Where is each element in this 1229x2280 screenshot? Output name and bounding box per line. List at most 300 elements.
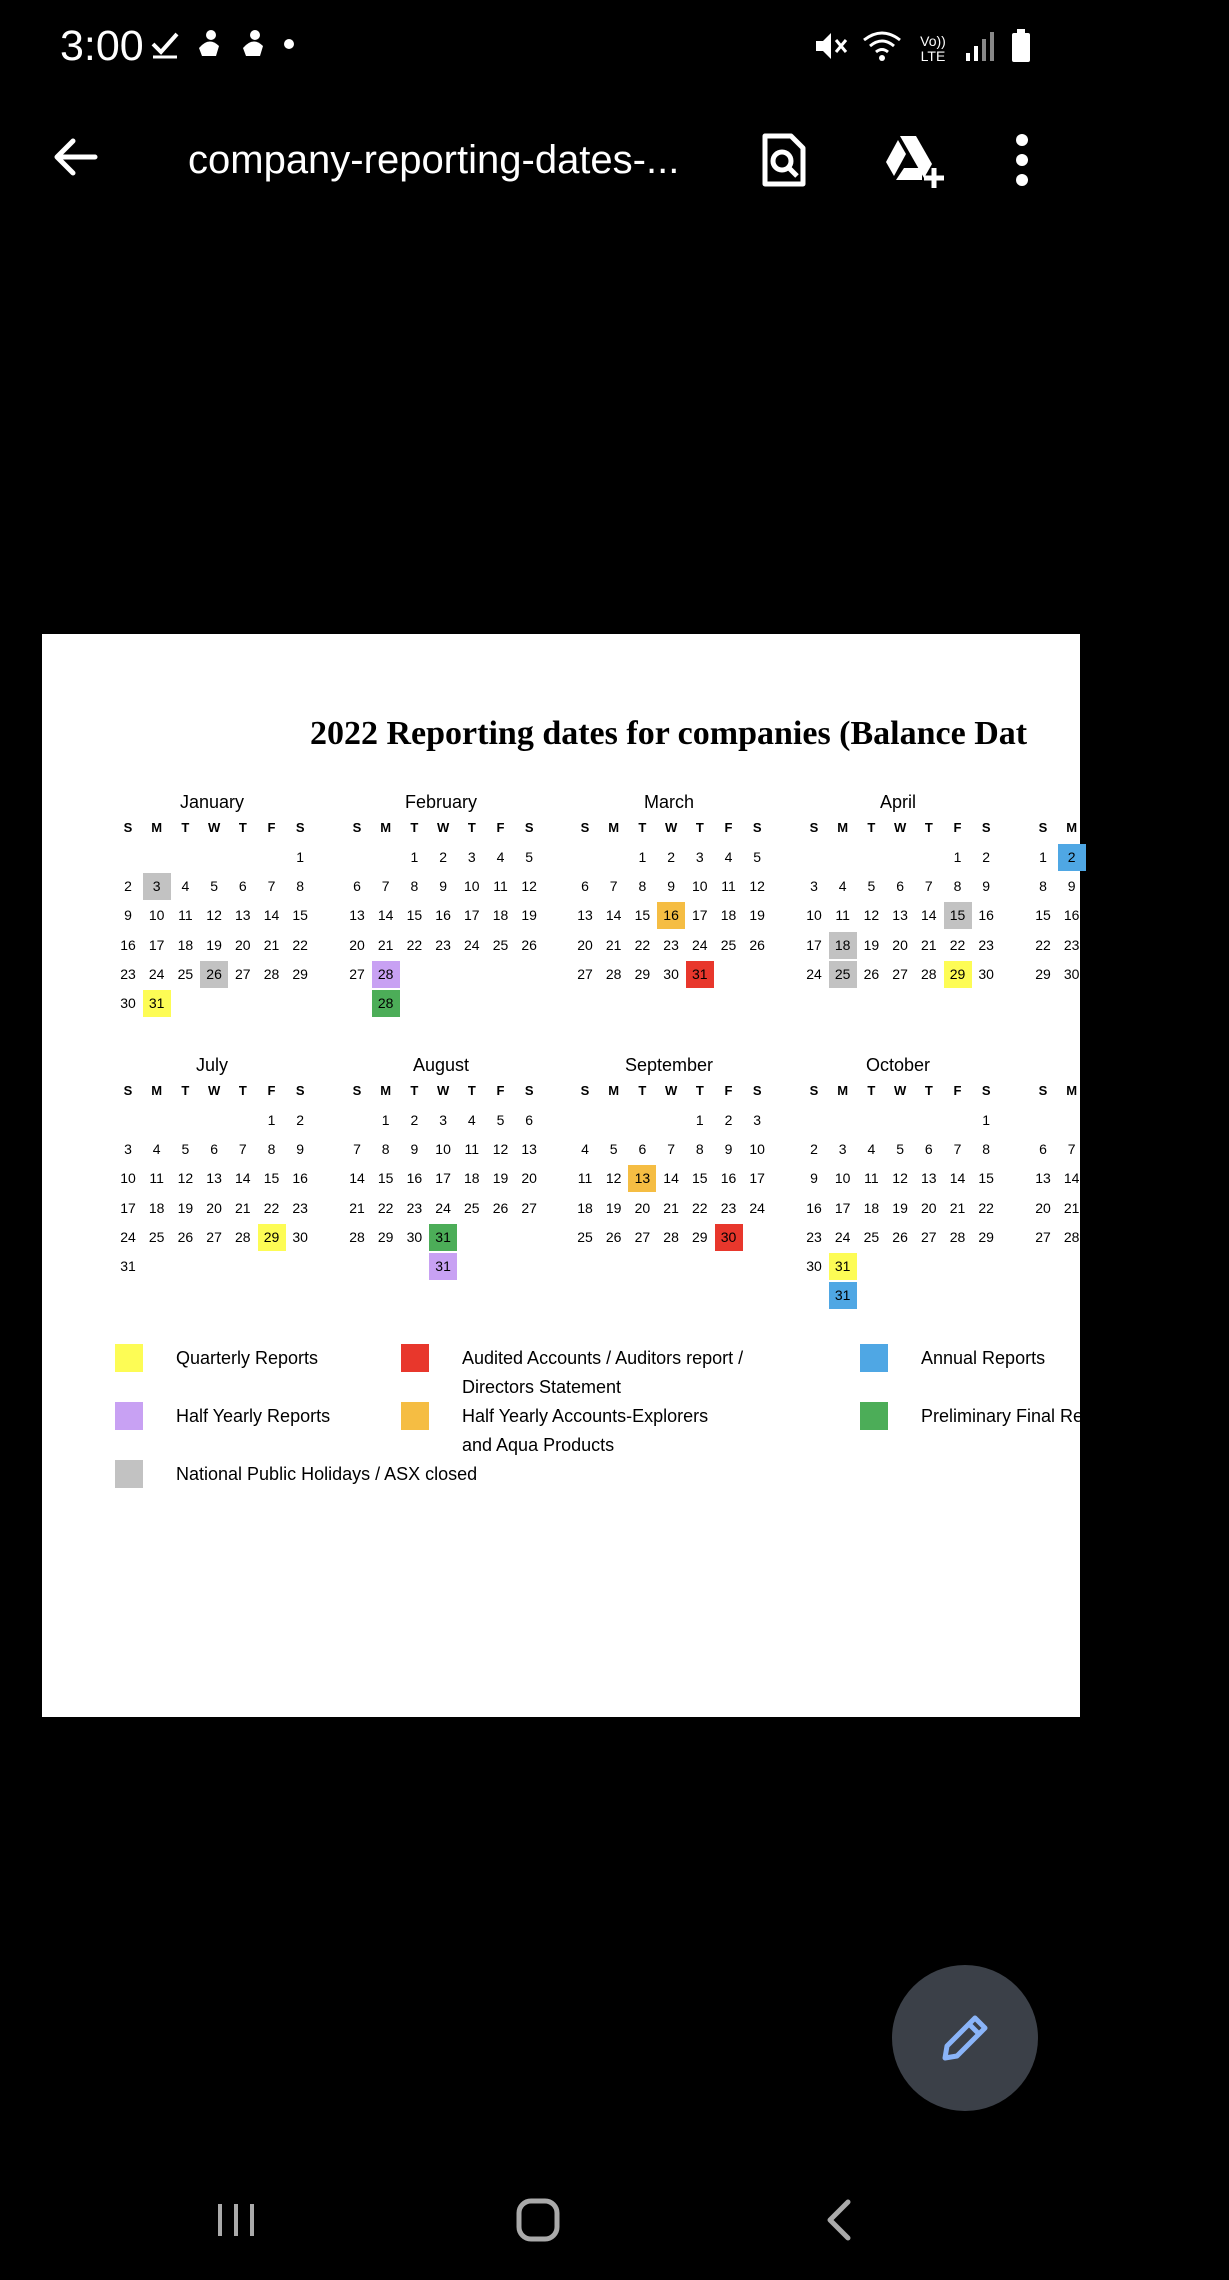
day-cell: 27 (521, 1199, 537, 1216)
weekday-header: T (410, 820, 419, 835)
day-cell: 12 (521, 878, 537, 895)
app-bar (0, 100, 1080, 230)
month-november (1029, 1055, 1225, 1325)
legend-label: Half Yearly Reports (176, 1406, 331, 1426)
status-left-icons (150, 28, 296, 65)
day-cell: 1 (982, 1112, 991, 1128)
day-cell: 1 (638, 849, 647, 865)
weekday-header: S (1210, 1083, 1220, 1098)
day-cell: 14 (921, 907, 937, 924)
month-name: July (195, 1055, 228, 1075)
day-cell: 22 (1035, 936, 1051, 953)
legend-label: Preliminary Final Re (921, 1406, 1084, 1426)
day-cell: 28 (349, 1228, 365, 1245)
weekday-header: S (981, 1083, 991, 1098)
weekday-header: S (809, 1083, 819, 1098)
weekday-header: T (238, 1083, 247, 1098)
day-cell: 15 (377, 1170, 394, 1187)
day-cell: 4 (181, 878, 190, 895)
day-cell: 3 (695, 849, 704, 865)
month-september (571, 1055, 767, 1325)
day-cell: 16 (720, 1170, 737, 1187)
legend-swatch (115, 1344, 143, 1372)
day-cell: 2 (296, 1112, 305, 1128)
weekday-header: T (1096, 1083, 1105, 1098)
day-cell: 29 (1092, 1228, 1109, 1245)
volte-icon: Vo)) LTE (920, 32, 946, 64)
weekday-header: T (238, 820, 247, 835)
weekday-header: S (524, 820, 534, 835)
day-cell: 6 (638, 1141, 647, 1158)
day-cell: 8 (381, 1141, 390, 1158)
signal-icon (964, 29, 996, 68)
day-cell: 19 (863, 936, 880, 953)
day-cell: 15 (944, 902, 972, 929)
weekday-header: T (638, 1083, 647, 1098)
day-cell: 23 (120, 965, 136, 982)
day-cell: 9 (1067, 878, 1076, 895)
day-cell: 17 (834, 1199, 851, 1216)
day-cell: 20 (521, 1170, 537, 1187)
day-cell: 6 (1039, 1141, 1047, 1158)
day-cell: 10 (464, 878, 480, 895)
day-cell: 3 (124, 1141, 132, 1158)
legend-label: Half Yearly Accounts-Explorers (462, 1406, 709, 1426)
weekday-header: S (295, 1083, 305, 1098)
day-cell: 6 (924, 1141, 933, 1158)
home-button[interactable] (478, 2160, 598, 2280)
day-cell: 10 (1150, 1141, 1166, 1158)
weekday-header: S (1210, 820, 1220, 835)
day-cell: 15 (263, 1170, 280, 1187)
day-cell: 24 (464, 936, 480, 953)
day-cell: 9 (810, 1170, 818, 1187)
day-cell: 7 (924, 878, 933, 895)
more-options-button[interactable] (982, 120, 1062, 200)
day-cell: 25 (577, 1228, 593, 1245)
day-cell: 29 (258, 1224, 286, 1251)
day-cell: 16 (806, 1199, 822, 1216)
legend-label: Audited Accounts / Auditors report / (462, 1348, 744, 1368)
day-cell: 9 (1125, 1141, 1133, 1158)
day-cell: 28 (235, 1228, 251, 1245)
edit-fab-button[interactable] (892, 1965, 1038, 2111)
day-cell: 27 (1178, 936, 1195, 953)
day-cell: 9 (667, 878, 675, 895)
day-cell: 13 (921, 1170, 937, 1187)
day-cell: 12 (605, 1170, 622, 1187)
legend-swatch (401, 1402, 429, 1430)
weekday-header: T (695, 820, 704, 835)
day-cell: 9 (724, 1141, 733, 1158)
day-cell: 5 (753, 849, 762, 865)
day-cell: 25 (720, 936, 737, 953)
day-cell: 24 (1150, 1199, 1166, 1216)
weekday-header: S (752, 1083, 762, 1098)
day-cell: 24 (749, 1199, 765, 1216)
day-cell: 30 (806, 1258, 822, 1274)
day-cell: 19 (1207, 1170, 1223, 1187)
weekday-header: W (664, 1083, 678, 1098)
day-cell: 28 (1207, 936, 1223, 953)
day-cell: 17 (749, 1170, 765, 1187)
day-cell: 26 (605, 1228, 622, 1245)
day-cell: 2 (124, 878, 132, 895)
day-cell: 27 (1035, 1228, 1051, 1245)
day-cell: 4 (867, 1141, 876, 1158)
day-cell: 4 (581, 1141, 589, 1158)
weekday-header: T (867, 820, 876, 835)
find-in-page-button[interactable] (744, 120, 824, 200)
weekday-header: F (496, 1083, 505, 1098)
day-cell: 1 (1039, 849, 1047, 865)
day-cell: 30 (978, 965, 994, 982)
day-cell: 11 (835, 907, 850, 924)
day-cell: 15 (692, 1170, 708, 1187)
day-cell: 20 (1035, 1199, 1051, 1216)
day-cell: 18 (1178, 1170, 1195, 1187)
day-cell: 21 (921, 936, 937, 953)
day-cell: 1 (695, 1112, 704, 1128)
dot-icon (282, 37, 296, 56)
weekday-header: M (380, 1083, 392, 1098)
day-cell: 31 (429, 1253, 457, 1280)
weekday-header: M (380, 820, 392, 835)
day-cell: 16 (406, 1170, 423, 1187)
day-cell: 18 (492, 907, 509, 924)
day-cell: 20 (892, 936, 908, 953)
day-cell: 17 (1092, 907, 1109, 924)
day-cell: 23 (978, 936, 994, 953)
day-cell: 27 (349, 965, 365, 982)
day-cell: 28 (263, 965, 280, 982)
day-cell: 28 (921, 965, 937, 982)
day-cell: 8 (267, 1141, 276, 1158)
day-cell: 18 (720, 907, 737, 924)
month-name: September (624, 1055, 714, 1075)
day-cell: 11 (721, 878, 736, 895)
arrow-left-icon (51, 133, 99, 181)
day-cell: 1 (381, 1112, 390, 1128)
page-heading: 2022 Reporting dates for companies (Balance Dat (310, 715, 1028, 752)
weekday-header: S (524, 1083, 534, 1098)
day-cell: 3 (753, 1112, 762, 1128)
day-cell: 28 (949, 1228, 966, 1245)
day-cell: 11 (864, 1170, 879, 1187)
weekday-header: T (410, 1083, 419, 1098)
day-cell: 24 (148, 965, 165, 982)
legend-label: Quarterly Reports (176, 1348, 319, 1368)
weekday-header: M (608, 820, 620, 835)
day-cell: 15 (634, 907, 651, 924)
day-cell: 23 (292, 1199, 308, 1216)
day-cell: 4 (152, 1141, 161, 1158)
day-cell: 21 (949, 1199, 966, 1216)
day-cell: 22 (263, 1199, 280, 1216)
weekday-header: F (267, 820, 276, 835)
day-cell: 5 (1153, 849, 1162, 865)
day-cell: 29 (292, 965, 308, 982)
day-cell: 5 (609, 1141, 618, 1158)
month-name: October (865, 1055, 931, 1075)
day-cell: 18 (177, 936, 194, 953)
day-cell: 20 (349, 936, 365, 953)
day-cell: 7 (1067, 1141, 1076, 1158)
day-cell: 11 (1179, 1141, 1194, 1158)
day-cell: 31 (120, 1258, 136, 1274)
day-cell: 20 (235, 936, 251, 953)
month-february (343, 792, 539, 1062)
day-cell: 29 (944, 961, 972, 988)
day-cell: 18 (148, 1199, 165, 1216)
month-name: April (879, 792, 916, 812)
day-cell: 14 (263, 907, 280, 924)
day-cell: 3 (838, 1141, 847, 1158)
day-cell: 8 (296, 878, 305, 895)
day-cell: 11 (464, 1141, 480, 1158)
day-cell: 31 (829, 1282, 857, 1309)
day-cell: 16 (1121, 1170, 1137, 1187)
weekday-header: S (809, 820, 819, 835)
day-cell: 4 (724, 849, 733, 865)
day-cell: 10 (120, 1170, 136, 1187)
day-cell: 3 (143, 873, 171, 900)
legend-swatch (401, 1344, 429, 1372)
day-cell: 22 (377, 1199, 394, 1216)
day-cell: 16 (657, 902, 685, 929)
day-cell: 24 (1092, 936, 1109, 953)
day-cell: 11 (1121, 878, 1137, 895)
add-to-drive-button[interactable] (874, 120, 954, 200)
day-cell: 26 (1150, 936, 1166, 953)
weekday-header: W (893, 1083, 907, 1098)
day-cell: 1 (953, 849, 962, 865)
weekday-header: F (953, 1083, 962, 1098)
day-cell: 31 (686, 961, 714, 988)
day-cell: 29 (978, 1228, 994, 1245)
day-cell: 23 (720, 1199, 737, 1216)
day-cell: 24 (692, 936, 708, 953)
day-cell: 22 (949, 936, 966, 953)
day-cell: 29 (692, 1228, 708, 1245)
back-button[interactable] (40, 122, 110, 192)
weekday-header: S (580, 820, 590, 835)
month-march (571, 792, 767, 1062)
day-cell: 8 (410, 878, 419, 895)
day-cell: 12 (1150, 878, 1166, 895)
day-cell: 15 (1092, 1170, 1109, 1187)
day-cell: 26 (177, 1228, 194, 1245)
day-cell: 14 (949, 1170, 966, 1187)
weekday-header: W (1122, 820, 1136, 835)
day-cell: 4 (496, 849, 505, 865)
day-cell: 20 (206, 1199, 222, 1216)
weekday-header: M (837, 1083, 849, 1098)
nav-back-button[interactable] (780, 2160, 900, 2280)
day-cell: 18 (1121, 907, 1137, 924)
add-to-drive-icon (882, 132, 946, 188)
day-cell: 20 (577, 936, 593, 953)
day-cell: 14 (1207, 878, 1223, 895)
weekday-header: W (664, 820, 678, 835)
legend-swatch (860, 1344, 888, 1372)
weekday-header: S (752, 820, 762, 835)
day-cell: 23 (435, 936, 451, 953)
day-cell: 4 (467, 1112, 476, 1128)
day-cell: 13 (1035, 1170, 1051, 1187)
day-cell: 21 (1063, 1199, 1080, 1216)
day-cell: 3 (810, 878, 818, 895)
day-cell: 26 (749, 936, 765, 953)
day-cell: 5 (1211, 1112, 1220, 1128)
day-cell: 21 (663, 1199, 679, 1216)
day-cell: 27 (577, 965, 593, 982)
weekday-header: F (267, 1083, 276, 1098)
day-cell: 6 (525, 1112, 534, 1128)
day-cell: 6 (896, 878, 904, 895)
weekday-header: T (181, 1083, 190, 1098)
weekday-header: T (867, 1083, 876, 1098)
day-cell: 25 (1178, 1199, 1195, 1216)
day-cell: 15 (292, 907, 308, 924)
day-cell: 30 (663, 965, 679, 982)
day-cell: 2 (810, 1141, 818, 1158)
day-cell: 17 (148, 936, 165, 953)
day-cell: 1 (1096, 1112, 1105, 1128)
day-cell: 7 (953, 1141, 962, 1158)
day-cell: 16 (435, 907, 451, 924)
status-bar (0, 0, 1080, 100)
day-cell: 13 (892, 907, 908, 924)
day-cell: 10 (148, 907, 165, 924)
weekday-header: F (1182, 820, 1191, 835)
legend-label: Annual Reports (921, 1348, 1046, 1368)
weekday-header: M (837, 820, 849, 835)
day-cell: 14 (605, 907, 622, 924)
weekday-header: T (467, 1083, 476, 1098)
day-cell: 24 (834, 1228, 851, 1245)
day-cell: 2 (667, 849, 675, 865)
day-cell: 31 (429, 1224, 457, 1251)
day-cell: 30 (715, 1224, 743, 1251)
legend-swatch (115, 1460, 143, 1488)
weekday-header: M (151, 1083, 163, 1098)
day-cell: 6 (581, 878, 589, 895)
day-cell: 19 (605, 1199, 622, 1216)
document-page[interactable] (42, 634, 1223, 1717)
day-cell: 23 (1063, 936, 1080, 953)
recent-apps-icon (214, 2200, 258, 2240)
day-cell: 2 (439, 849, 447, 865)
day-cell: 17 (1150, 1170, 1166, 1187)
day-cell: 10 (1092, 878, 1109, 895)
weekday-header: W (436, 1083, 450, 1098)
day-cell: 7 (353, 1141, 361, 1158)
day-cell: 12 (892, 1170, 908, 1187)
day-cell: 2 (1125, 1112, 1133, 1128)
day-cell: 2 (982, 849, 991, 865)
day-cell: 13 (1178, 878, 1195, 895)
day-cell: 19 (892, 1199, 908, 1216)
day-cell: 13 (577, 907, 593, 924)
day-cell: 15 (978, 1170, 994, 1187)
day-cell: 7 (267, 878, 276, 895)
day-cell: 13 (628, 1165, 656, 1192)
day-cell: 9 (439, 878, 447, 895)
weekday-header: T (1096, 820, 1105, 835)
day-cell: 6 (210, 1141, 218, 1158)
day-cell: 12 (177, 1170, 194, 1187)
day-cell: 19 (521, 907, 537, 924)
day-cell: 21 (1207, 907, 1223, 924)
day-cell: 25 (863, 1228, 880, 1245)
day-cell: 1 (410, 849, 419, 865)
find-in-page-icon (759, 132, 809, 188)
month-may (1029, 792, 1225, 1062)
day-cell: 21 (349, 1199, 365, 1216)
day-cell: 3 (1153, 1112, 1162, 1128)
day-cell: 3 (1096, 849, 1105, 865)
day-cell: 14 (663, 1170, 679, 1187)
day-cell: 8 (695, 1141, 704, 1158)
day-cell: 14 (1063, 1170, 1080, 1187)
weekday-header: W (207, 1083, 221, 1098)
hand-icon (238, 28, 268, 65)
day-cell: 10 (834, 1170, 851, 1187)
day-cell: 10 (806, 907, 822, 924)
month-name: March (643, 792, 694, 812)
recent-apps-button[interactable] (176, 2160, 296, 2280)
day-cell: 14 (377, 907, 394, 924)
day-cell: 27 (634, 1228, 651, 1245)
weekday-header: T (924, 820, 933, 835)
day-cell: 15 (1035, 907, 1051, 924)
navigation-bar (0, 2160, 1080, 2280)
day-cell: 19 (206, 936, 222, 953)
day-cell: 26 (521, 936, 537, 953)
day-cell: 28 (1063, 1228, 1080, 1245)
day-cell: 30 (120, 995, 136, 1011)
day-cell: 19 (1150, 907, 1166, 924)
day-cell: 16 (120, 936, 136, 953)
weekday-header: F (1182, 1083, 1191, 1098)
mute-icon (812, 28, 848, 69)
day-cell: 1 (267, 1112, 276, 1128)
day-cell: 14 (235, 1170, 251, 1187)
weekday-header: M (151, 820, 163, 835)
day-cell: 27 (206, 1228, 222, 1245)
day-cell: 8 (638, 878, 647, 895)
day-cell: 2 (410, 1112, 419, 1128)
day-cell: 9 (124, 907, 132, 924)
day-cell: 17 (692, 907, 708, 924)
weekday-header: T (467, 820, 476, 835)
day-cell: 13 (206, 1170, 222, 1187)
status-time: 3:00 (60, 22, 144, 70)
month-name: August (412, 1055, 470, 1075)
day-cell: 18 (829, 932, 857, 959)
day-cell: 20 (1178, 907, 1195, 924)
day-cell: 8 (1096, 1141, 1105, 1158)
day-cell: 2 (1058, 844, 1086, 871)
weekday-header: S (1038, 820, 1048, 835)
day-cell: 9 (296, 1141, 305, 1158)
hand-icon (194, 28, 224, 65)
weekday-header: T (1153, 1083, 1162, 1098)
day-cell: 7 (667, 1141, 675, 1158)
day-cell: 24 (806, 965, 822, 982)
day-cell: 16 (292, 1170, 308, 1187)
